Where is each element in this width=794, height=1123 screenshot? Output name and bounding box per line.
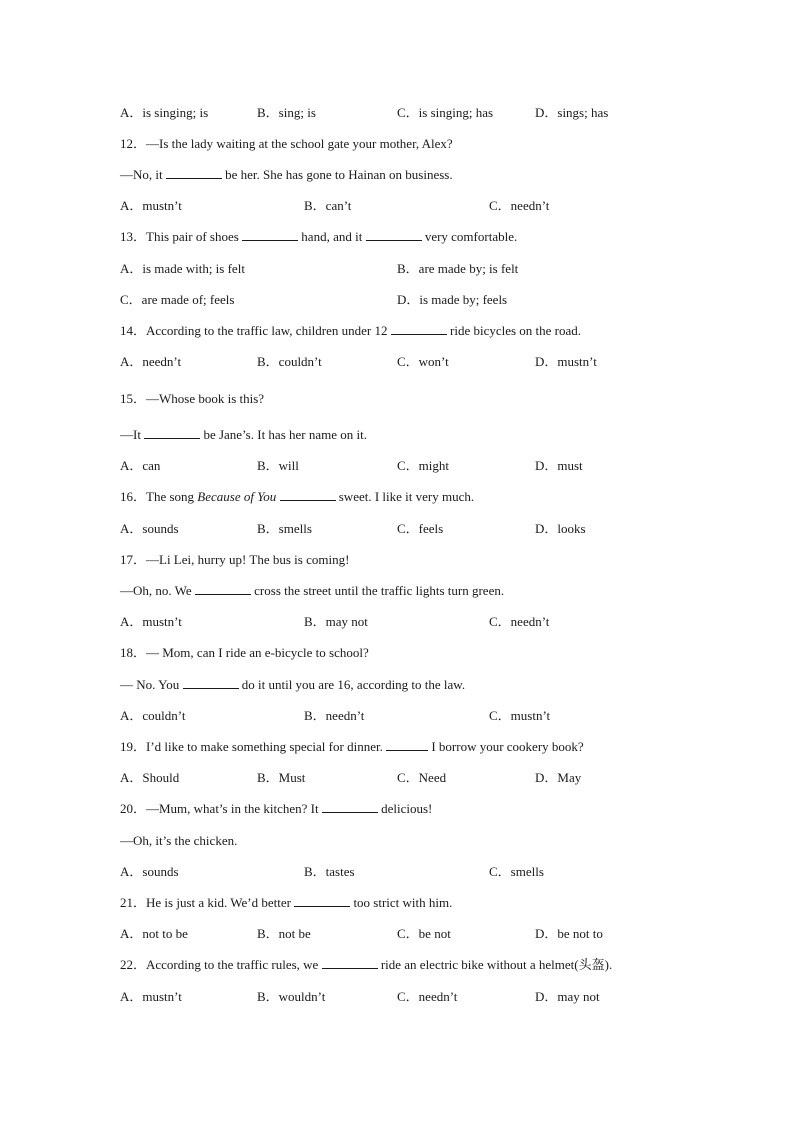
question-12-stem: 12．—Is the lady waiting at the school gate your mother, Alex? [120,136,453,151]
option-c[interactable]: C．are made of; feels [120,292,235,307]
answer-blank [322,957,378,969]
question-18-stem: 18．— Mom, can I ride an e-bicycle to school? [120,645,369,660]
option-c[interactable]: C．feels [397,521,444,536]
option-a[interactable]: A．can [120,458,161,473]
option-a[interactable]: A．sounds [120,521,179,536]
answer-blank [391,323,447,335]
option-a[interactable]: A．couldn’t [120,708,186,723]
answer-blank [242,229,298,241]
stem-text: I borrow your cookery book? [431,739,584,754]
question-21-stem [120,895,452,911]
reply-text-after: cross the street until the traffic lights turn green. [254,583,505,598]
reply-text-before: — No. You [120,677,180,692]
reply-text-before: —Oh, no. We [120,583,192,598]
option-d[interactable]: D．looks [535,521,586,536]
stem-text: hand, and it [301,229,363,244]
question-14-stem [120,323,581,339]
reply-text-after: do it until you are 16, according to the law. [241,677,466,692]
stem-text: 22．According to the traffic rules, we [120,957,319,972]
option-b[interactable]: B．wouldn’t [257,989,326,1004]
answer-blank [144,427,200,439]
option-a[interactable]: A．is made with; is felt [120,261,245,276]
reply-text-after: be Jane’s. It has her name on it. [203,427,367,442]
option-d[interactable]: D．sings; has [535,105,609,120]
option-c[interactable]: C．Need [397,770,447,785]
stem-text: 21．He is just a kid. We’d better [120,895,291,910]
reply-text-after: be her. She has gone to Hainan on business. [225,167,453,182]
question-17-reply [120,583,504,599]
answer-blank [195,583,251,595]
option-b[interactable]: B．not be [257,926,311,941]
question-13-stem [120,229,517,245]
option-b[interactable]: B．are made by; is felt [397,261,519,276]
option-b[interactable]: B．smells [257,521,312,536]
stem-text: ride bicycles on the road. [450,323,582,338]
option-d[interactable]: D．must [535,458,583,473]
option-c[interactable]: C．might [397,458,450,473]
stem-text: 13．This pair of shoes [120,229,239,244]
option-b[interactable]: B．can’t [304,198,352,213]
option-a[interactable]: A．mustn’t [120,198,182,213]
question-20-reply: —Oh, it’s the chicken. [120,833,238,848]
question-15-reply [120,427,367,443]
stem-text: too strict with him. [353,895,453,910]
option-d[interactable]: D．mustn’t [535,354,597,369]
stem-text: 20．—Mum, what’s in the kitchen? It [120,801,319,816]
option-c[interactable]: C．needn’t [489,614,550,629]
stem-text: delicious! [381,801,433,816]
answer-blank [166,167,222,179]
option-c[interactable]: C．needn’t [397,989,458,1004]
option-a[interactable]: A．not to be [120,926,188,941]
option-c[interactable]: C．is singing; has [397,105,494,120]
option-a[interactable]: A．mustn’t [120,989,182,1004]
option-c[interactable]: C．be not [397,926,451,941]
answer-blank [294,895,350,907]
question-17-stem: 17．—Li Lei, hurry up! The bus is coming! [120,552,350,567]
option-b[interactable]: B．sing; is [257,105,316,120]
option-a[interactable]: A．is singing; is [120,105,209,120]
option-b[interactable]: B．may not [304,614,368,629]
stem-text: sweet. I like it very much. [338,489,475,504]
question-22-stem [120,957,612,973]
question-15-stem: 15．—Whose book is this? [120,391,265,406]
question-20-stem [120,801,432,817]
question-16-stem [120,489,474,505]
option-a[interactable]: A．Should [120,770,180,785]
option-d[interactable]: D．is made by; feels [397,292,508,307]
option-d[interactable]: D．be not to [535,926,603,941]
question-18-reply [120,677,465,693]
option-c[interactable]: C．mustn’t [489,708,551,723]
option-b[interactable]: B．will [257,458,299,473]
option-c[interactable]: C．smells [489,864,544,879]
answer-blank [366,229,422,241]
stem-text: 16．The song [120,489,195,504]
option-b[interactable]: B．needn’t [304,708,365,723]
answer-blank [322,801,378,813]
option-a[interactable]: A．needn’t [120,354,182,369]
reply-text-before: —No, it [120,167,163,182]
question-12-reply [120,167,453,183]
question-19-stem [120,739,584,755]
option-c[interactable]: C．won’t [397,354,449,369]
option-b[interactable]: B．Must [257,770,306,785]
option-b[interactable]: B．couldn’t [257,354,322,369]
reply-text-before: —It [120,427,141,442]
answer-blank [183,677,239,689]
option-d[interactable]: D．may not [535,989,600,1004]
option-c[interactable]: C．needn’t [489,198,550,213]
stem-text: 19．I’d like to make something special for dinner. [120,739,383,754]
stem-text: 14．According to the traffic law, children under 12 [120,323,388,338]
option-a[interactable]: A．mustn’t [120,614,182,629]
option-d[interactable]: D．May [535,770,582,785]
answer-blank [386,739,428,751]
stem-text: very comfortable. [424,229,518,244]
option-a[interactable]: A．sounds [120,864,179,879]
answer-blank [280,489,336,501]
option-b[interactable]: B．tastes [304,864,355,879]
song-title: Because of You [197,489,277,504]
stem-text: ride an electric bike without a helmet(头盔). [380,957,613,972]
